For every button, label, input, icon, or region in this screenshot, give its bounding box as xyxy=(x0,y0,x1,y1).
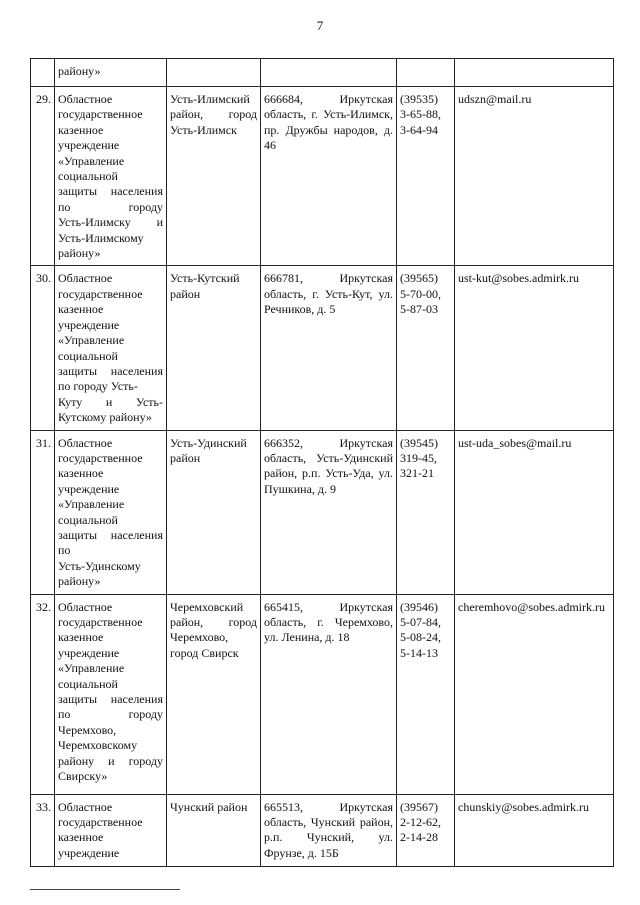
institution-name-line: государственное xyxy=(58,286,143,301)
phone-numbers xyxy=(397,594,455,794)
phone-line: 5-08-24, xyxy=(400,630,441,645)
phone-numbers xyxy=(397,87,455,266)
email-address: udszn@mail.ru xyxy=(455,87,614,266)
institution-name-line: Свирску» xyxy=(58,769,108,784)
institution-name-line: «Управление xyxy=(58,661,125,676)
phone-line: 3-64-94 xyxy=(400,122,438,137)
institution-name xyxy=(55,430,167,594)
service-area: Черемховский район, город Черемхово, город Свирск xyxy=(167,594,261,794)
institution-name-line: учреждение xyxy=(58,138,120,153)
phone-numbers xyxy=(397,794,455,866)
service-area: Чунский район xyxy=(167,794,261,866)
email-address: chunskiy@sobes.admirk.ru xyxy=(455,794,614,866)
institution-name-line: Черемховскому xyxy=(58,738,138,753)
institution-name-line: социальной xyxy=(58,512,118,527)
institution-name-line: Областное xyxy=(58,271,113,286)
institution-name-line: Черемхово, xyxy=(58,722,117,737)
postal-address xyxy=(261,59,397,87)
row-number: 32. xyxy=(31,594,55,794)
institution-name-line: государственное xyxy=(58,450,143,465)
institution-name-line: государственное xyxy=(58,615,143,629)
institutions-table xyxy=(30,58,614,867)
institution-name-line: учреждение xyxy=(58,317,120,332)
institution-name-line: «Управление xyxy=(58,497,125,512)
institution-name-line: району» xyxy=(58,574,101,589)
table-row xyxy=(31,594,614,794)
phone-line: (39546) xyxy=(400,599,438,614)
institution-name-line: государственное xyxy=(58,107,143,122)
postal-address: 665513, Иркутская область, Чунский район, р.п. Чунский, ул. Фрунзе, д. 15Б xyxy=(261,794,397,866)
phone-line: 2-14-28 xyxy=(400,830,438,845)
phone-line: 5-87-03 xyxy=(400,302,438,317)
phone-line: 3-65-88, xyxy=(400,107,441,122)
institution-name xyxy=(55,87,167,266)
row-number: 33. xyxy=(31,794,55,866)
institution-name-line: казенное xyxy=(58,302,104,317)
phone-line: (39535) xyxy=(400,92,438,106)
institution-name-line: учреждение xyxy=(58,845,120,860)
service-area: Усть-Кутский район xyxy=(167,266,261,430)
table-row xyxy=(31,430,614,594)
institution-name-line: Областное xyxy=(58,435,113,450)
postal-address: 665415, Иркутская область, г. Черемхово, ул. Ленина, д. 18 xyxy=(261,594,397,794)
institution-name-line: казенное xyxy=(58,830,104,845)
institution-name-line: Усть-Илимску и xyxy=(58,215,163,230)
phone-line: 2-12-62, xyxy=(400,815,441,829)
row-number: 30. xyxy=(31,266,55,430)
service-area xyxy=(167,59,261,87)
institution-name-line: району» xyxy=(58,64,101,78)
phone-numbers xyxy=(397,430,455,594)
phone-line: 5-70-00, xyxy=(400,286,441,301)
phone-line: 321-21 xyxy=(400,466,434,481)
phone-line: (39545) xyxy=(400,435,438,450)
institution-name-line: Областное xyxy=(58,92,113,106)
email-address xyxy=(455,59,614,87)
postal-address: 666781, Иркутская область, г. Усть-Кут, ул. Речников, д. 5 xyxy=(261,266,397,430)
page-number: 7 xyxy=(316,18,324,33)
institution-name-line: казенное xyxy=(58,466,104,481)
institution-name-line: защиты населения xyxy=(58,527,163,542)
row-number: 31. xyxy=(31,430,55,594)
institution-name-line: по xyxy=(58,543,71,558)
row-number xyxy=(31,59,55,87)
institution-name-line: Областное xyxy=(58,799,113,814)
postal-address: 666352, Иркутская область, Усть-Удинский район, р.п. Усть-Уда, ул. Пушкина, д. 9 xyxy=(261,430,397,594)
institution-name-line: государственное xyxy=(58,815,143,829)
email-address: ust-uda_sobes@mail.ru xyxy=(455,430,614,594)
institution-name-line: по городу Усть- xyxy=(58,379,138,394)
institution-name-line: защиты населения xyxy=(58,184,163,199)
institution-name xyxy=(55,59,167,87)
footer-rule xyxy=(30,889,180,890)
institution-name-line: Усть-Илимскому xyxy=(58,230,144,245)
institution-name-line: социальной xyxy=(58,348,118,363)
institution-name-line: району и городу xyxy=(58,753,163,768)
phone-line: (39565) xyxy=(400,271,438,286)
institution-name-line: Кутскому району» xyxy=(58,410,152,425)
institution-name-line: Усть-Удинскому xyxy=(58,558,141,573)
phone-line: 5-14-13 xyxy=(400,645,438,660)
phone-numbers xyxy=(397,59,455,87)
institution-name-line: «Управление xyxy=(58,153,125,168)
phone-line: (39567) xyxy=(400,799,438,814)
institution-name-line: защиты населения xyxy=(58,692,163,707)
institution-name-line: Областное xyxy=(58,599,113,614)
institution-name-line: казенное xyxy=(58,630,104,645)
institution-name-line: казенное xyxy=(58,122,104,137)
email-address: cheremhovo@sobes.admirk.ru xyxy=(455,594,614,794)
institution-name-line: социальной xyxy=(58,169,118,184)
institution-name-line: учреждение xyxy=(58,645,120,660)
institution-name xyxy=(55,594,167,794)
email-address: ust-kut@sobes.admirk.ru xyxy=(455,266,614,430)
institution-name-line: «Управление xyxy=(58,333,125,348)
service-area: Усть-Илимский район, город Усть-Илимск xyxy=(167,87,261,266)
institution-name-line: учреждение xyxy=(58,481,120,496)
institution-name xyxy=(55,794,167,866)
institution-name xyxy=(55,266,167,430)
phone-numbers xyxy=(397,266,455,430)
table-row xyxy=(31,266,614,430)
table-row xyxy=(31,794,614,866)
institution-name-line: по городу xyxy=(58,707,163,722)
institution-name-line: Куту и Усть- xyxy=(58,394,163,409)
institution-name-line: району» xyxy=(58,246,101,261)
table-row xyxy=(31,87,614,266)
institution-name-line: социальной xyxy=(58,676,118,691)
institution-name-line: защиты населения xyxy=(58,363,163,378)
row-number: 29. xyxy=(31,87,55,266)
phone-line: 5-07-84, xyxy=(400,615,441,629)
phone-line: 319-45, xyxy=(400,450,437,465)
table-row xyxy=(31,59,614,87)
postal-address: 666684, Иркутская область, г. Усть-Илимск, пр. Дружбы народов, д. 46 xyxy=(261,87,397,266)
service-area: Усть-Удинский район xyxy=(167,430,261,594)
institution-name-line: по городу xyxy=(58,199,163,214)
